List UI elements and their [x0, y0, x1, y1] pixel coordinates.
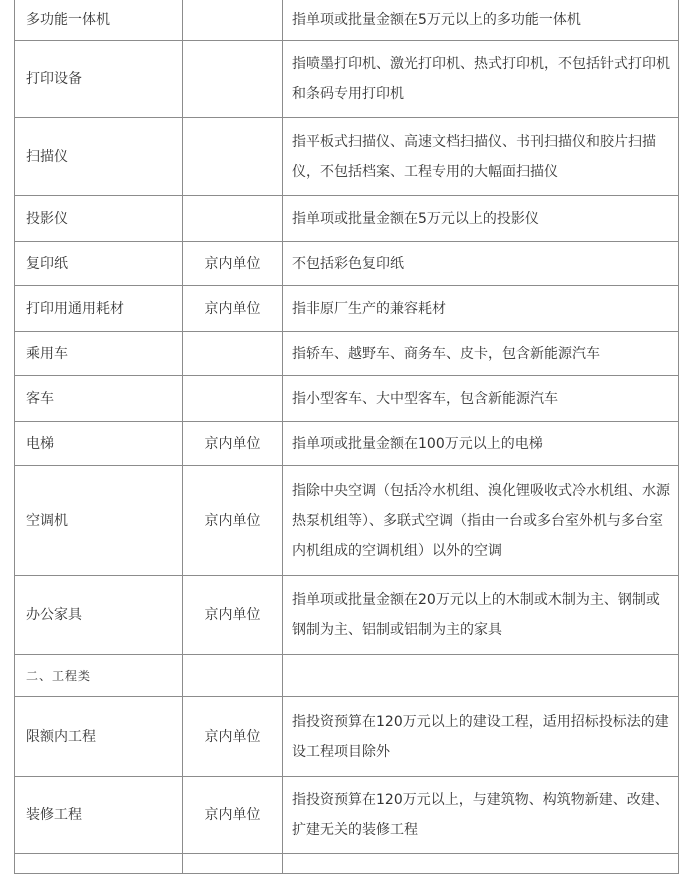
item-name-cell: 打印设备	[15, 41, 183, 118]
description-cell: 指非原厂生产的兼容耗材	[283, 286, 679, 332]
item-name-cell: 复印纸	[15, 242, 183, 286]
description-cell: 指轿车、越野车、商务车、皮卡，包含新能源汽车	[283, 332, 679, 376]
section-heading: 二、工程类	[15, 655, 183, 697]
table-row	[15, 41, 679, 118]
description-cell: 指单项或批量金额在20万元以上的木制或木制为主、钢制或钢制为主、铝制或铝制为主的家具	[283, 576, 679, 655]
scope-cell	[183, 41, 283, 118]
section-header-row	[15, 655, 679, 697]
scope-cell: 京内单位	[183, 697, 283, 777]
scope-cell	[183, 0, 283, 41]
description-cell: 指单项或批量金额在5万元以上的多功能一体机	[283, 0, 679, 41]
description-cell: 不包括彩色复印纸	[283, 242, 679, 286]
scope-cell: 京内单位	[183, 242, 283, 286]
scope-cell	[183, 854, 283, 874]
description-cell	[283, 655, 679, 697]
description-cell	[283, 854, 679, 874]
item-name-cell: 打印用通用耗材	[15, 286, 183, 332]
procurement-table	[14, 0, 679, 874]
scope-cell	[183, 118, 283, 196]
item-name-cell: 乘用车	[15, 332, 183, 376]
description-cell: 指除中央空调（包括冷水机组、溴化锂吸收式冷水机组、水源热泵机组等）、多联式空调（指由一台或多台室外机与多台室内机组成的空调机组）以外的空调	[283, 466, 679, 576]
table-row	[15, 286, 679, 332]
item-name-cell: 投影仪	[15, 196, 183, 242]
table-row	[15, 376, 679, 422]
item-name-cell: 客车	[15, 376, 183, 422]
description-cell: 指小型客车、大中型客车，包含新能源汽车	[283, 376, 679, 422]
scope-cell: 京内单位	[183, 466, 283, 576]
description-cell: 指投资预算在120万元以上的建设工程，适用招标投标法的建设工程项目除外	[283, 697, 679, 777]
description-cell: 指平板式扫描仪、高速文档扫描仪、书刊扫描仪和胶片扫描仪，不包括档案、工程专用的大幅面扫描仪	[283, 118, 679, 196]
scope-cell: 京内单位	[183, 286, 283, 332]
table-row	[15, 118, 679, 196]
description-cell: 指喷墨打印机、激光打印机、热式打印机，不包括针式打印机和条码专用打印机	[283, 41, 679, 118]
item-name-cell: 电梯	[15, 422, 183, 466]
scope-cell	[183, 376, 283, 422]
scope-cell	[183, 196, 283, 242]
scope-cell	[183, 655, 283, 697]
table-row	[15, 697, 679, 777]
item-name-cell: 办公家具	[15, 576, 183, 655]
item-name-cell: 扫描仪	[15, 118, 183, 196]
item-name-cell: 限额内工程	[15, 697, 183, 777]
procurement-table-container	[14, 0, 679, 874]
table-row	[15, 777, 679, 854]
description-cell: 指单项或批量金额在100万元以上的电梯	[283, 422, 679, 466]
description-cell: 指单项或批量金额在5万元以上的投影仪	[283, 196, 679, 242]
scope-cell: 京内单位	[183, 422, 283, 466]
item-name-cell	[15, 854, 183, 874]
scope-cell: 京内单位	[183, 576, 283, 655]
description-cell: 指投资预算在120万元以上，与建筑物、构筑物新建、改建、扩建无关的装修工程	[283, 777, 679, 854]
table-row	[15, 196, 679, 242]
table-row	[15, 0, 679, 41]
item-name-cell: 空调机	[15, 466, 183, 576]
scope-cell	[183, 332, 283, 376]
item-name-cell: 多功能一体机	[15, 0, 183, 41]
table-row	[15, 422, 679, 466]
scope-cell: 京内单位	[183, 777, 283, 854]
item-name-cell: 装修工程	[15, 777, 183, 854]
table-row	[15, 242, 679, 286]
table-row	[15, 854, 679, 874]
table-row	[15, 576, 679, 655]
table-row	[15, 466, 679, 576]
table-row	[15, 332, 679, 376]
